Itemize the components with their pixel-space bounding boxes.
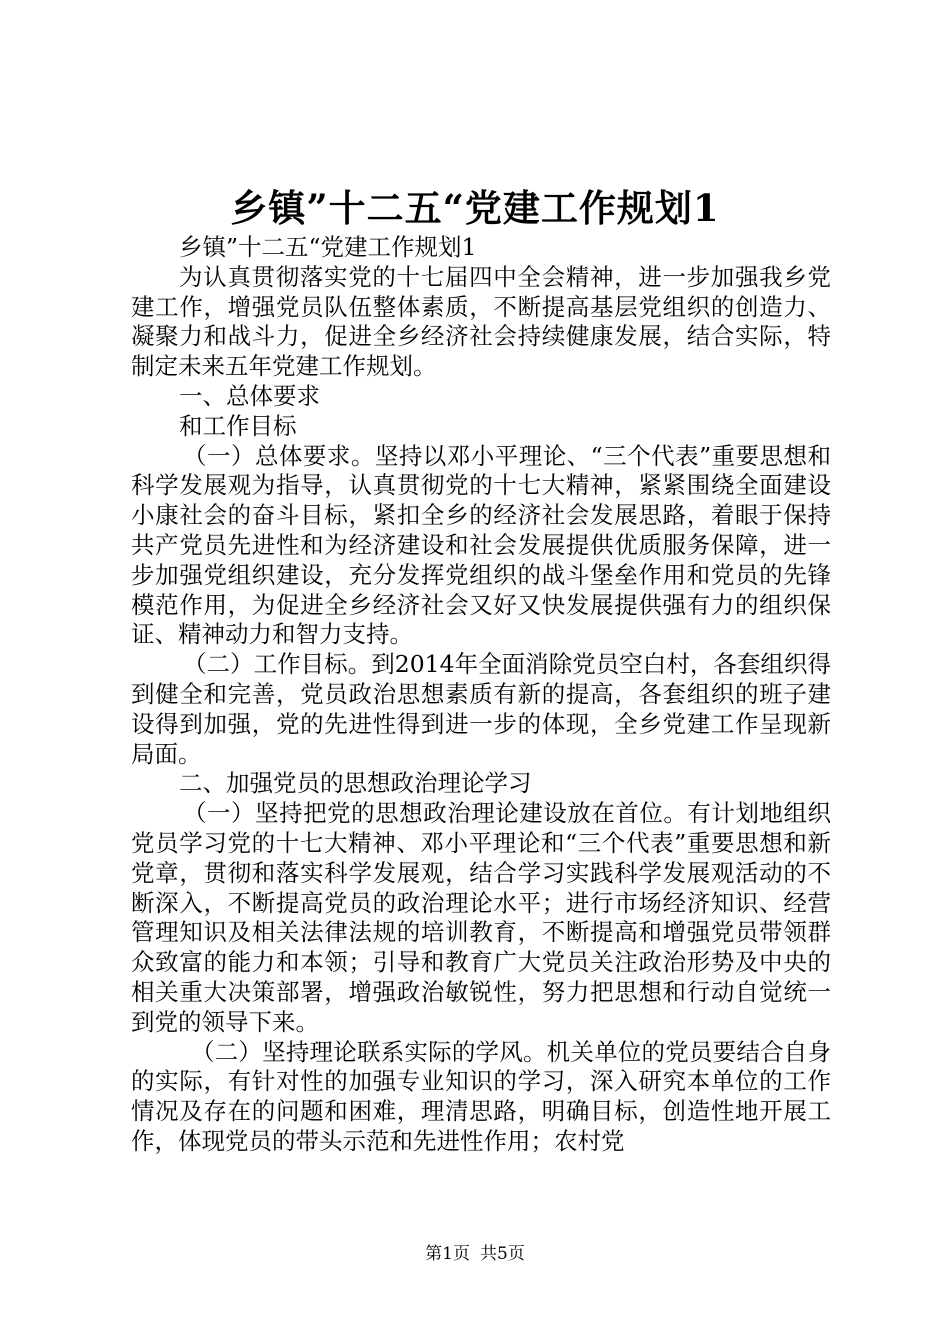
section-heading-1-cont: 和工作目标 bbox=[179, 411, 297, 440]
document-title: 乡镇”十二五“党建工作规划1 bbox=[230, 186, 720, 230]
paragraph-overall-requirements: （一）总体要求。坚持以邓小平理论、“三个代表”重要思想和科学发展观为指导，认真贯彻党的十七大精神，紧紧围绕全面建设小康社会的奋斗目标，紧扣全乡的经济社会发展思路，着眼于保持共产党员先进性和为经济建设和社会发展提供优质服务保障，进一步加强党组织建设，充分发挥党组织的战斗堡垒作用和党员的先锋模范作用，为促进全乡经济社会又好又快发展提供强有力的组织保证、精神动力和智力支持。 bbox=[131, 441, 831, 649]
page-footer bbox=[0, 1242, 950, 1266]
paragraph-study-style: （二）坚持理论联系实际的学风。机关单位的党员要结合自身的实际，有针对性的加强专业知识的学习，深入研究本单位的工作情况及存在的问题和困难，理清思路，明确目标，创造性地开展工作，体现党员的带头示范和先进性作用；农村党 bbox=[131, 1037, 831, 1155]
paragraph-subtitle: 乡镇”十二五“党建工作规划1 bbox=[179, 233, 477, 261]
page-number: 第1页 bbox=[425, 1244, 470, 1264]
section-heading-1: 一、总体要求 bbox=[179, 381, 320, 410]
page-total: 共5页 bbox=[480, 1244, 525, 1264]
paragraph-theory-study: （一）坚持把党的思想政治理论建设放在首位。有计划地组织党员学习党的十七大精神、邓小平理论和“三个代表”重要思想和新党章，贯彻和落实科学发展观，结合学习实践科学发展观活动的不断深入，不断提高党员的政治理论水平；进行市场经济知识、经营管理知识及相关法律法规的培训教育，不断提高和增强党员带领群众致富的能力和本领；引导和教育广大党员关注政治形势及中央的相关重大决策部署，增强政治敏锐性，努力把思想和行动自觉统一到党的领导下来。 bbox=[131, 799, 831, 1036]
paragraph-intro: 为认真贯彻落实党的十七届四中全会精神，进一步加强我乡党建工作，增强党员队伍整体素质，不断提高基层党组织的创造力、凝聚力和战斗力，促进全乡经济社会持续健康发展，结合实际，特制定未来五年党建工作规划。 bbox=[131, 262, 831, 381]
document-body bbox=[131, 233, 831, 1157]
section-heading-2: 二、加强党员的思想政治理论学习 bbox=[179, 769, 532, 798]
paragraph-work-goals: （二）工作目标。到2014年全面消除党员空白村，各套组织得到健全和完善，党员政治思想素质有新的提高，各套组织的班子建设得到加强，党的先进性得到进一步的体现，全乡党建工作呈现新局面。 bbox=[131, 650, 831, 768]
